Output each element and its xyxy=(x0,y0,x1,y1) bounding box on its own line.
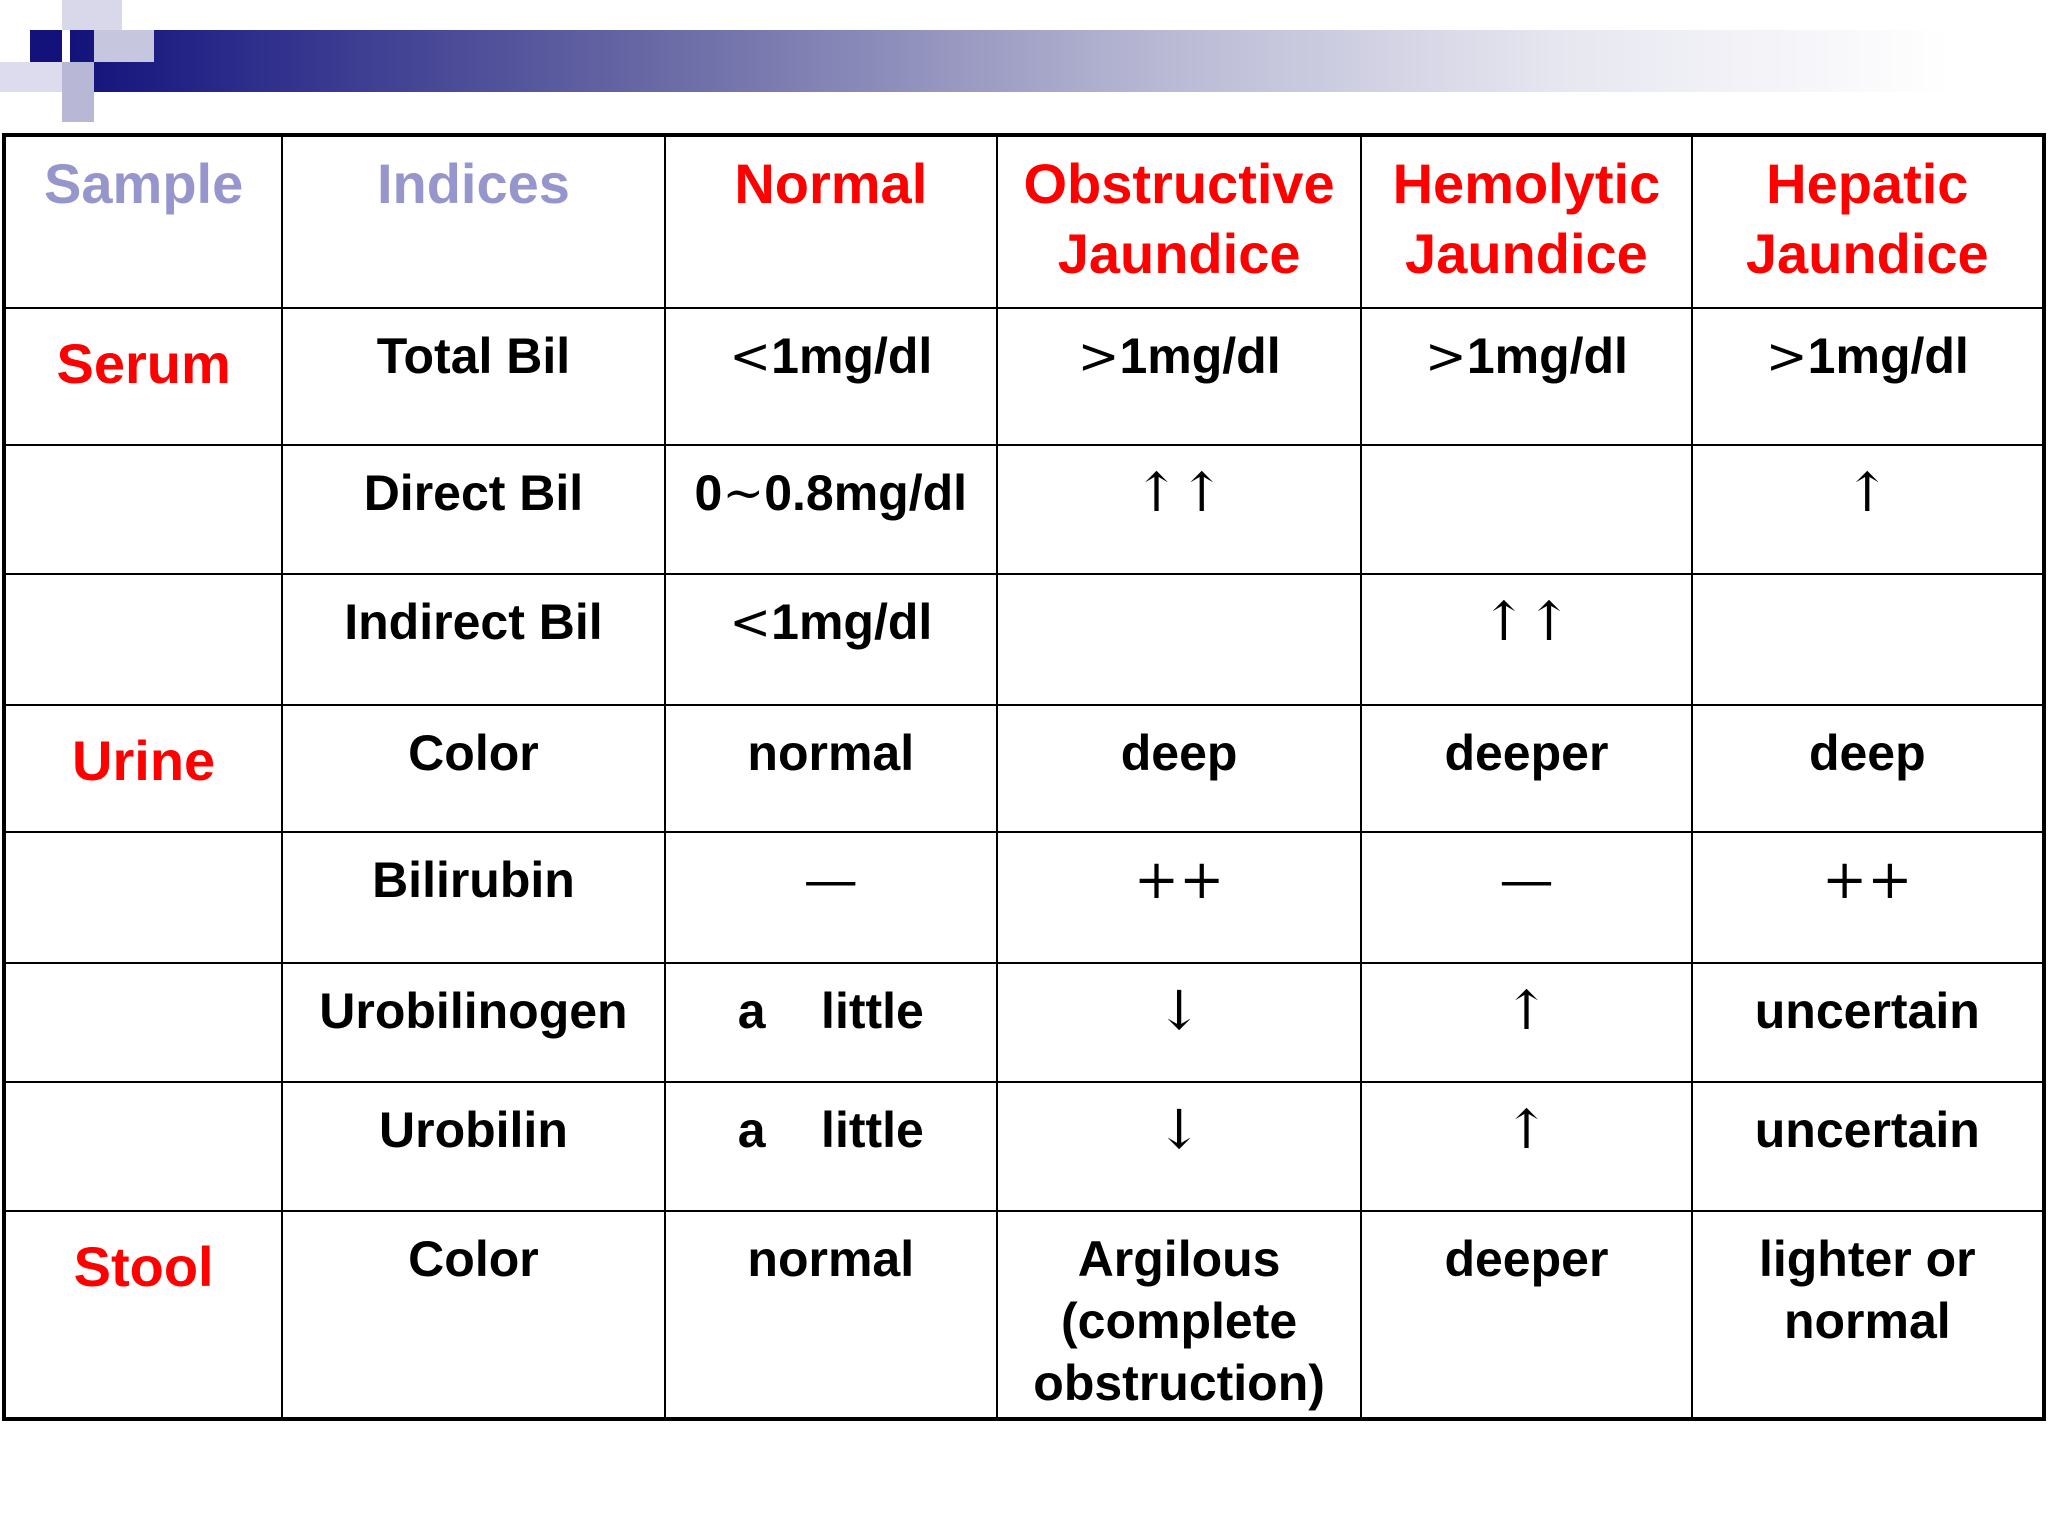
sample-cell xyxy=(4,832,282,963)
hemolytic-cell: deeper xyxy=(1361,1211,1691,1419)
index-cell: Color xyxy=(282,1211,664,1419)
hepatic-cell xyxy=(1692,574,2044,705)
hepatic-cell: uncertain xyxy=(1692,963,2044,1082)
header-normal: Normal xyxy=(665,135,997,308)
hemolytic-cell: ↑ xyxy=(1361,1082,1691,1211)
obstructive-cell: ↑↑ xyxy=(997,445,1361,574)
sample-cell xyxy=(4,574,282,705)
index-cell: Urobilinogen xyxy=(282,963,664,1082)
hepatic-cell: uncertain xyxy=(1692,1082,2044,1211)
normal-cell: normal xyxy=(665,1211,997,1419)
hepatic-cell: ↑ xyxy=(1692,445,2044,574)
sample-cell xyxy=(4,1082,282,1211)
normal-cell: a little xyxy=(665,963,997,1082)
index-cell: Total Bil xyxy=(282,308,664,445)
index-cell: Indirect Bil xyxy=(282,574,664,705)
table-row xyxy=(4,445,2044,574)
decor-square xyxy=(94,30,154,62)
hemolytic-cell: >1mg/dl xyxy=(1361,308,1691,445)
decor-square xyxy=(62,0,122,30)
obstructive-cell: Argilous (complete obstruction) xyxy=(997,1211,1361,1419)
header-hepatic: Hepatic Jaundice xyxy=(1692,135,2044,308)
hemolytic-cell: ↑↑ xyxy=(1361,574,1691,705)
hemolytic-cell: ↑ xyxy=(1361,963,1691,1082)
sample-cell xyxy=(4,963,282,1082)
obstructive-cell xyxy=(997,574,1361,705)
hemolytic-cell xyxy=(1361,445,1691,574)
normal-cell: <1mg/dl xyxy=(665,574,997,705)
header-row xyxy=(4,135,2044,308)
sample-cell: Serum xyxy=(4,308,282,445)
hepatic-cell: >1mg/dl xyxy=(1692,308,2044,445)
normal-cell: 0~0.8mg/dl xyxy=(665,445,997,574)
hepatic-cell: lighter or normal xyxy=(1692,1211,2044,1419)
obstructive-cell: ++ xyxy=(997,832,1361,963)
index-cell: Color xyxy=(282,705,664,832)
table-row xyxy=(4,963,2044,1082)
normal-cell: — xyxy=(665,832,997,963)
obstructive-cell: ↓ xyxy=(997,963,1361,1082)
index-cell: Direct Bil xyxy=(282,445,664,574)
table-row xyxy=(4,705,2044,832)
table-row xyxy=(4,832,2044,963)
index-cell: Bilirubin xyxy=(282,832,664,963)
hepatic-cell: ++ xyxy=(1692,832,2044,963)
obstructive-cell: ↓ xyxy=(997,1082,1361,1211)
table-row xyxy=(4,308,2044,445)
normal-cell: a little xyxy=(665,1082,997,1211)
header-gradient-bar xyxy=(70,30,2048,92)
table-row xyxy=(4,1082,2044,1211)
normal-cell: <1mg/dl xyxy=(665,308,997,445)
hepatic-cell: deep xyxy=(1692,705,2044,832)
sample-cell: Stool xyxy=(4,1211,282,1419)
header-indices: Indices xyxy=(282,135,664,308)
sample-cell: Urine xyxy=(4,705,282,832)
obstructive-cell: >1mg/dl xyxy=(997,308,1361,445)
decor-square xyxy=(30,30,62,62)
header-sample: Sample xyxy=(4,135,282,308)
decor-square xyxy=(0,62,62,92)
table-row xyxy=(4,1211,2044,1419)
table-row xyxy=(4,574,2044,705)
obstructive-cell: deep xyxy=(997,705,1361,832)
hemolytic-cell: deeper xyxy=(1361,705,1691,832)
normal-cell: normal xyxy=(665,705,997,832)
header-obstructive: Obstructive Jaundice xyxy=(997,135,1361,308)
hemolytic-cell: — xyxy=(1361,832,1691,963)
jaundice-comparison-table xyxy=(2,133,2046,1421)
header-hemolytic: Hemolytic Jaundice xyxy=(1361,135,1691,308)
sample-cell xyxy=(4,445,282,574)
decor-square xyxy=(62,62,94,122)
index-cell: Urobilin xyxy=(282,1082,664,1211)
